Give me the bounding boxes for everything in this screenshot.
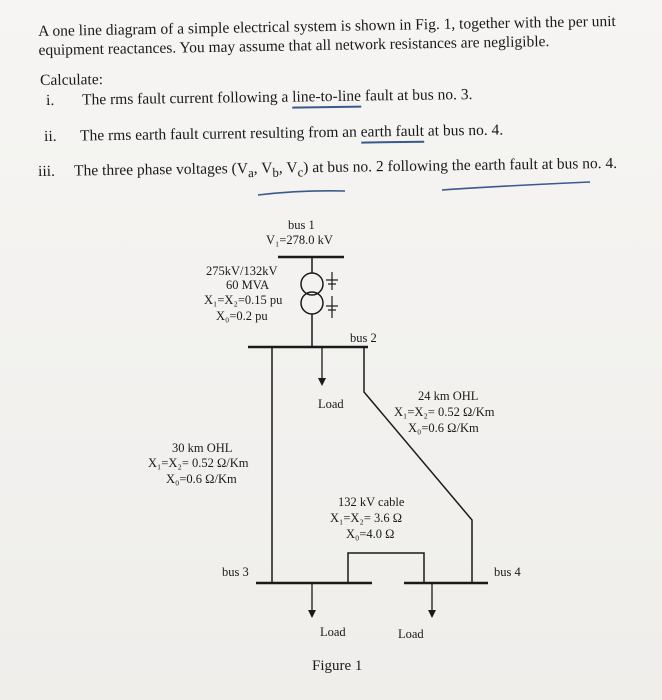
question-2-underlined: earth fault xyxy=(361,123,425,144)
question-1-underlined: line-to-line xyxy=(292,88,361,109)
earthing-symbol-secondary xyxy=(326,296,338,318)
bus3-load-label: Load xyxy=(320,625,346,639)
bus4-load-label: Load xyxy=(398,627,424,641)
cable-132kv xyxy=(348,553,424,583)
ohl-24km-x0: X₀=0.6 Ω/Km xyxy=(408,421,479,435)
transformer-rating: 275kV/132kV xyxy=(206,264,278,278)
bus1-voltage: V₁=278.0 kV xyxy=(266,233,333,247)
bus1-label: bus 1 xyxy=(288,218,315,232)
bus2-load-arrow xyxy=(318,378,326,386)
intro-line-2: equipment reactances. You may assume that all network resistances are negligible. xyxy=(38,33,550,59)
bus4-label: bus 4 xyxy=(494,565,521,579)
figure-caption: Figure 1 xyxy=(312,658,363,674)
ohl-30km-x0: X₀=0.6 Ω/Km xyxy=(166,472,237,486)
transformer-mva: 60 MVA xyxy=(226,278,270,292)
question-2-number: ii. xyxy=(44,127,57,145)
question-3-text-pre: The three phase voltages (V xyxy=(73,160,249,180)
cable-x0: X₀=4.0 Ω xyxy=(346,527,395,541)
question-3-mid-1: , V xyxy=(253,159,273,177)
transformer-x0: X₀=0.2 pu xyxy=(216,309,268,323)
question-3-mid-2: , V xyxy=(278,159,298,177)
bus3-label: bus 3 xyxy=(222,565,249,579)
earthing-symbol-primary xyxy=(326,272,338,290)
transformer-x12: X₁=X₂=0.15 pu xyxy=(204,293,283,307)
underline-three-phase xyxy=(258,191,345,195)
intro-line-1: A one line diagram of a simple electrical system is shown in Fig. 1, together with the per unit xyxy=(38,12,616,40)
calculate-label: Calculate: xyxy=(40,71,104,89)
ohl-30km-title: 30 km OHL xyxy=(172,441,233,455)
ohl-24km-line xyxy=(364,347,472,582)
ohl-30km-x12: X₁=X₂= 0.52 Ω/Km xyxy=(148,456,249,470)
underline-earth-fault xyxy=(442,182,590,190)
question-2-text-post: at bus no. 4. xyxy=(423,121,504,140)
ohl-24km-title: 24 km OHL xyxy=(418,389,479,403)
question-1-text-post: fault at bus no. 3. xyxy=(360,86,473,105)
question-3-text-post: ) at bus no. 2 following the earth fault at bus no. 4. xyxy=(303,154,618,177)
question-1-text-pre: The rms fault current following a xyxy=(81,88,293,109)
bus2-label: bus 2 xyxy=(350,331,377,345)
bus2-load-label: Load xyxy=(318,397,344,411)
question-3-sub-a: a xyxy=(247,165,254,181)
question-3-sub-b: b xyxy=(272,164,280,180)
cable-title: 132 kV cable xyxy=(338,495,405,509)
bus3-load-arrow xyxy=(308,610,316,618)
question-3-number: iii. xyxy=(38,162,56,180)
cable-x12: X₁=X₂= 3.6 Ω xyxy=(330,511,403,525)
question-2-text-pre: The rms earth fault current resulting from an xyxy=(79,123,361,145)
bus4-load-arrow xyxy=(428,610,436,618)
question-1-number: i. xyxy=(46,91,55,109)
ohl-24km-x12: X₁=X₂= 0.52 Ω/Km xyxy=(394,405,495,419)
question-3-sub-c: c xyxy=(297,164,304,180)
